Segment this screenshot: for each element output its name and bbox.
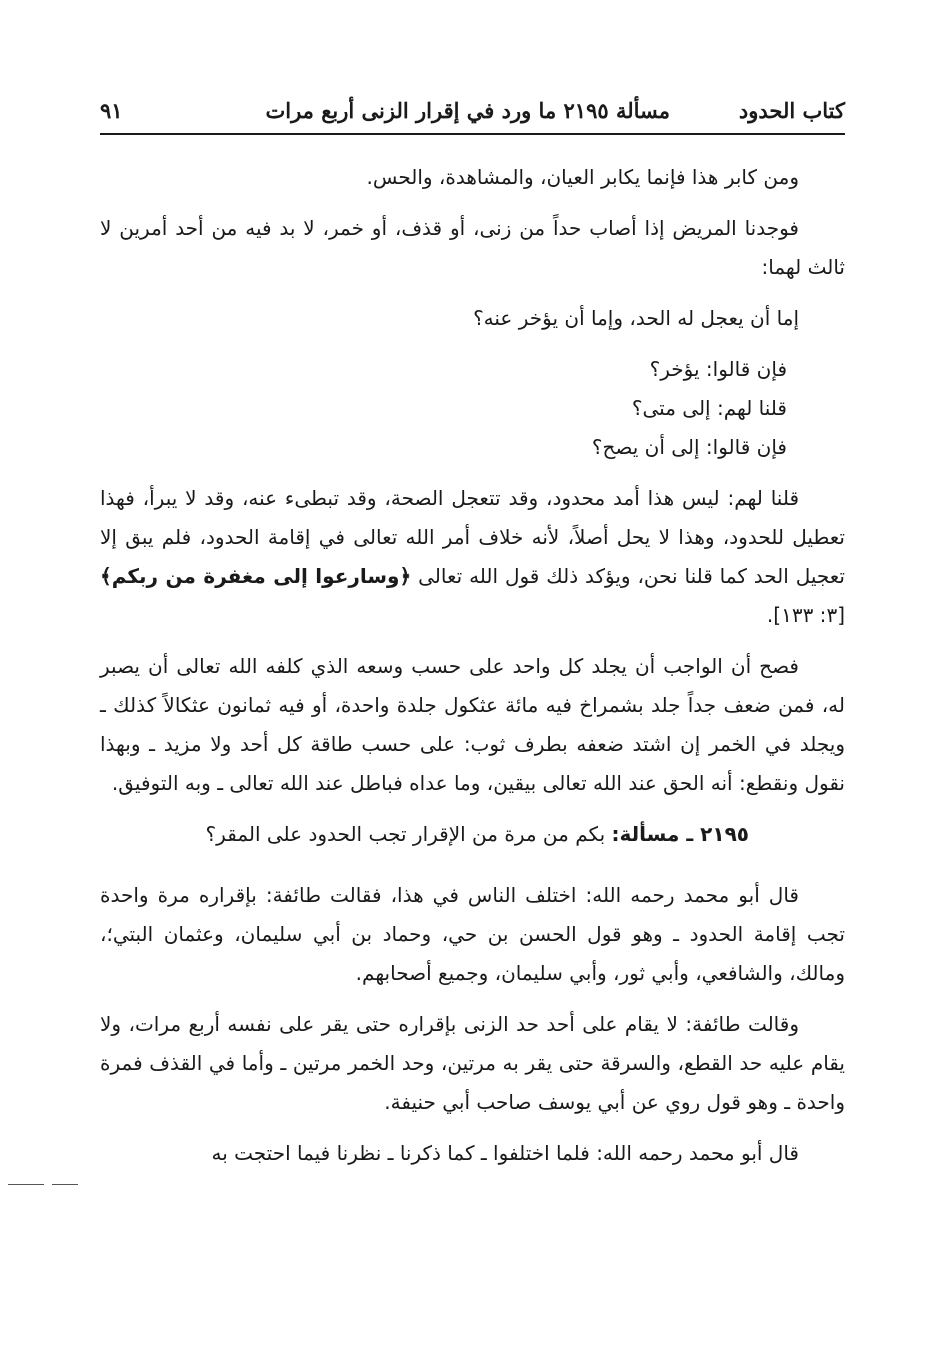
paragraph — [100, 479, 845, 635]
dialogue-block — [100, 350, 845, 467]
paragraph: فوجدنا المريض إذا أصاب حداً من زنى، أو قذف، أو خمر، لا بد فيه من أحد أمرين لا ثالث لهما: — [100, 216, 845, 279]
page-number: ٩١ — [100, 98, 123, 123]
dialogue-line: فإن قالوا: إلى أن يصح؟ — [591, 435, 787, 459]
section-question: بكم من مرة من الإقرار تجب الحدود على المقر؟ — [205, 822, 606, 846]
margin-mark — [8, 1184, 78, 1185]
book-title: كتاب الحدود — [738, 98, 845, 123]
paragraph: ومن كابر هذا فإنما يكابر العيان، والمشاهدة، والحس. — [366, 165, 799, 189]
running-header — [100, 92, 845, 132]
paragraph: قال أبو محمد رحمه الله: اختلف الناس في هذا، فقالت طائفة: بإقراره مرة واحدة تجب إقامة الحدود ـ وهو قول الحسن بن حي، وحماد بن أبي سليمان، وعثمان البتي؛، ومالك، والشافعي، وأبي ثور، وأبي سليمان، وجميع أصحابهم. — [100, 883, 845, 985]
paragraph: إما أن يعجل له الحد، وإما أن يؤخر عنه؟ — [473, 306, 799, 330]
paragraph: فصح أن الواجب أن يجلد كل واحد على حسب وسعه الذي كلفه الله تعالى أن يصبر له، فمن ضعف جداً جلد بشمراخ فيه مائة عثكول جلدة واحدة، أو فيه ثمانون عثكالاً كذلك ـ ويجلد في الخمر إن اشتد ضعفه بطرف ثوب: على حسب طاقة كل أحد ولا مزيد ـ وبهذا نقول ونقطع: أنه الحق عند الله تعالى بيقين، وما عداه فباطل عند الله تعالى ـ وبه التوفيق. — [100, 654, 845, 795]
dialogue-line: قلنا لهم: إلى متى؟ — [631, 396, 787, 420]
section-number: ٢١٩٥ ـ مسألة: — [611, 822, 749, 846]
main-text — [100, 158, 845, 1185]
issue-title: مسألة ٢١٩٥ ما ورد في إقرار الزنى أربع مرات — [265, 98, 670, 123]
section-heading — [100, 815, 845, 854]
quran-quote: ﴿وسارعوا إلى مغفرة من ربكم﴾ — [100, 564, 412, 588]
dialogue-line: فإن قالوا: يؤخر؟ — [649, 357, 787, 381]
quran-reference: [٣: ١٣٣]. — [766, 603, 845, 627]
paragraph: وقالت طائفة: لا يقام على أحد حد الزنى بإقراره حتى يقر على نفسه أربع مرات، ولا يقام عليه حد القطع، والسرقة حتى يقر به مرتين، وحد الخمر مرتين ـ وأما في القذف فمرة واحدة ـ وهو قول روي عن أبي يوسف صاحب أبي حنيفة. — [100, 1012, 845, 1114]
header-rule — [100, 133, 845, 135]
paragraph-text: قلنا لهم: ليس هذا أمد محدود، وقد تتعجل الصحة، وقد تبطىء عنه، وقد لا يبرأ، فهذا تعطيل للحدود، وهذا لا يحل أصلاً، لأنه خلاف أمر الله تعالى في إقامة الحدود، فلم يبق إلا تعجيل الحد كما قلنا نحن، ويؤكد ذلك قول الله تعالى — [100, 486, 845, 588]
paragraph: قال أبو محمد رحمه الله: فلما اختلفوا ـ كما ذكرنا ـ نظرنا فيما احتجت به — [211, 1141, 799, 1165]
